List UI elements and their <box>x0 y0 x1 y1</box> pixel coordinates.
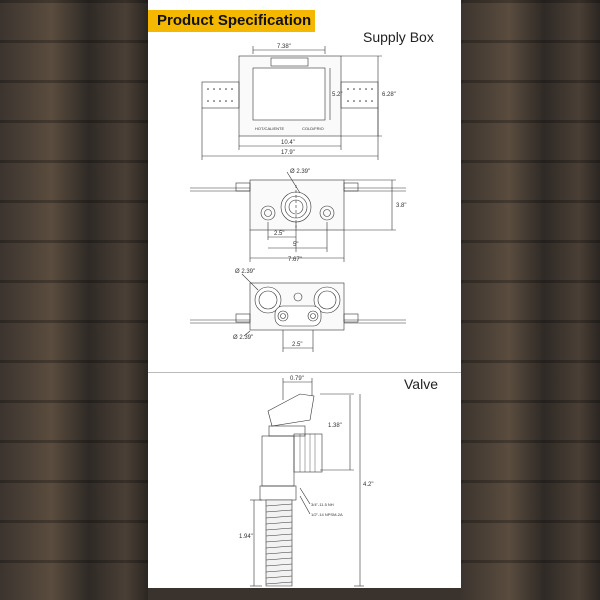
supply-box-title: Supply Box <box>363 29 434 45</box>
product-specification-badge: Product Specification <box>148 10 315 32</box>
top-dim-flange-width: 10.4" <box>281 140 295 146</box>
valve-dim-outlet: 1.38" <box>328 423 342 429</box>
top-dim-width: 7.38" <box>277 44 291 50</box>
bottom-dim-diameter-top: Ø 2.39" <box>235 269 256 275</box>
front-dim-spacing-half: 2.5" <box>274 231 285 237</box>
cold-label: COLD/FRIO <box>302 126 324 131</box>
thread-label-hose: 3/4"-11.5 NH <box>311 502 334 507</box>
valve-dim-height: 4.2" <box>363 482 374 488</box>
front-dim-depth: 3.8" <box>396 203 407 209</box>
top-dim-overall-width: 17.9" <box>281 150 295 156</box>
top-dim-inner-height: 5.2" <box>332 92 343 98</box>
top-dim-height: 6.28" <box>382 92 396 98</box>
front-dim-width: 7.67" <box>288 257 302 263</box>
bottom-dim-spacing: 2.5" <box>292 342 303 348</box>
front-view-drawing <box>190 172 406 262</box>
valve-dim-thread-length: 1.94" <box>239 534 253 540</box>
front-dim-diameter: Ø 2.39" <box>290 169 311 175</box>
thread-label-npsm: 1/2"-14 NPSM-2A <box>311 512 343 517</box>
hot-label: HOT/CALIENTE <box>255 126 285 131</box>
valve-dim-stem: 0.79" <box>290 376 304 382</box>
bottom-view-drawing <box>190 274 406 352</box>
valve-title: Valve <box>404 376 438 392</box>
wood-background-left <box>0 0 148 600</box>
wood-background-right <box>460 0 600 600</box>
valve-drawing <box>250 378 364 586</box>
technical-drawing <box>148 0 461 600</box>
bottom-dim-diameter-bottom: Ø 2.39" <box>233 335 254 341</box>
front-dim-spacing: 5" <box>293 242 299 248</box>
